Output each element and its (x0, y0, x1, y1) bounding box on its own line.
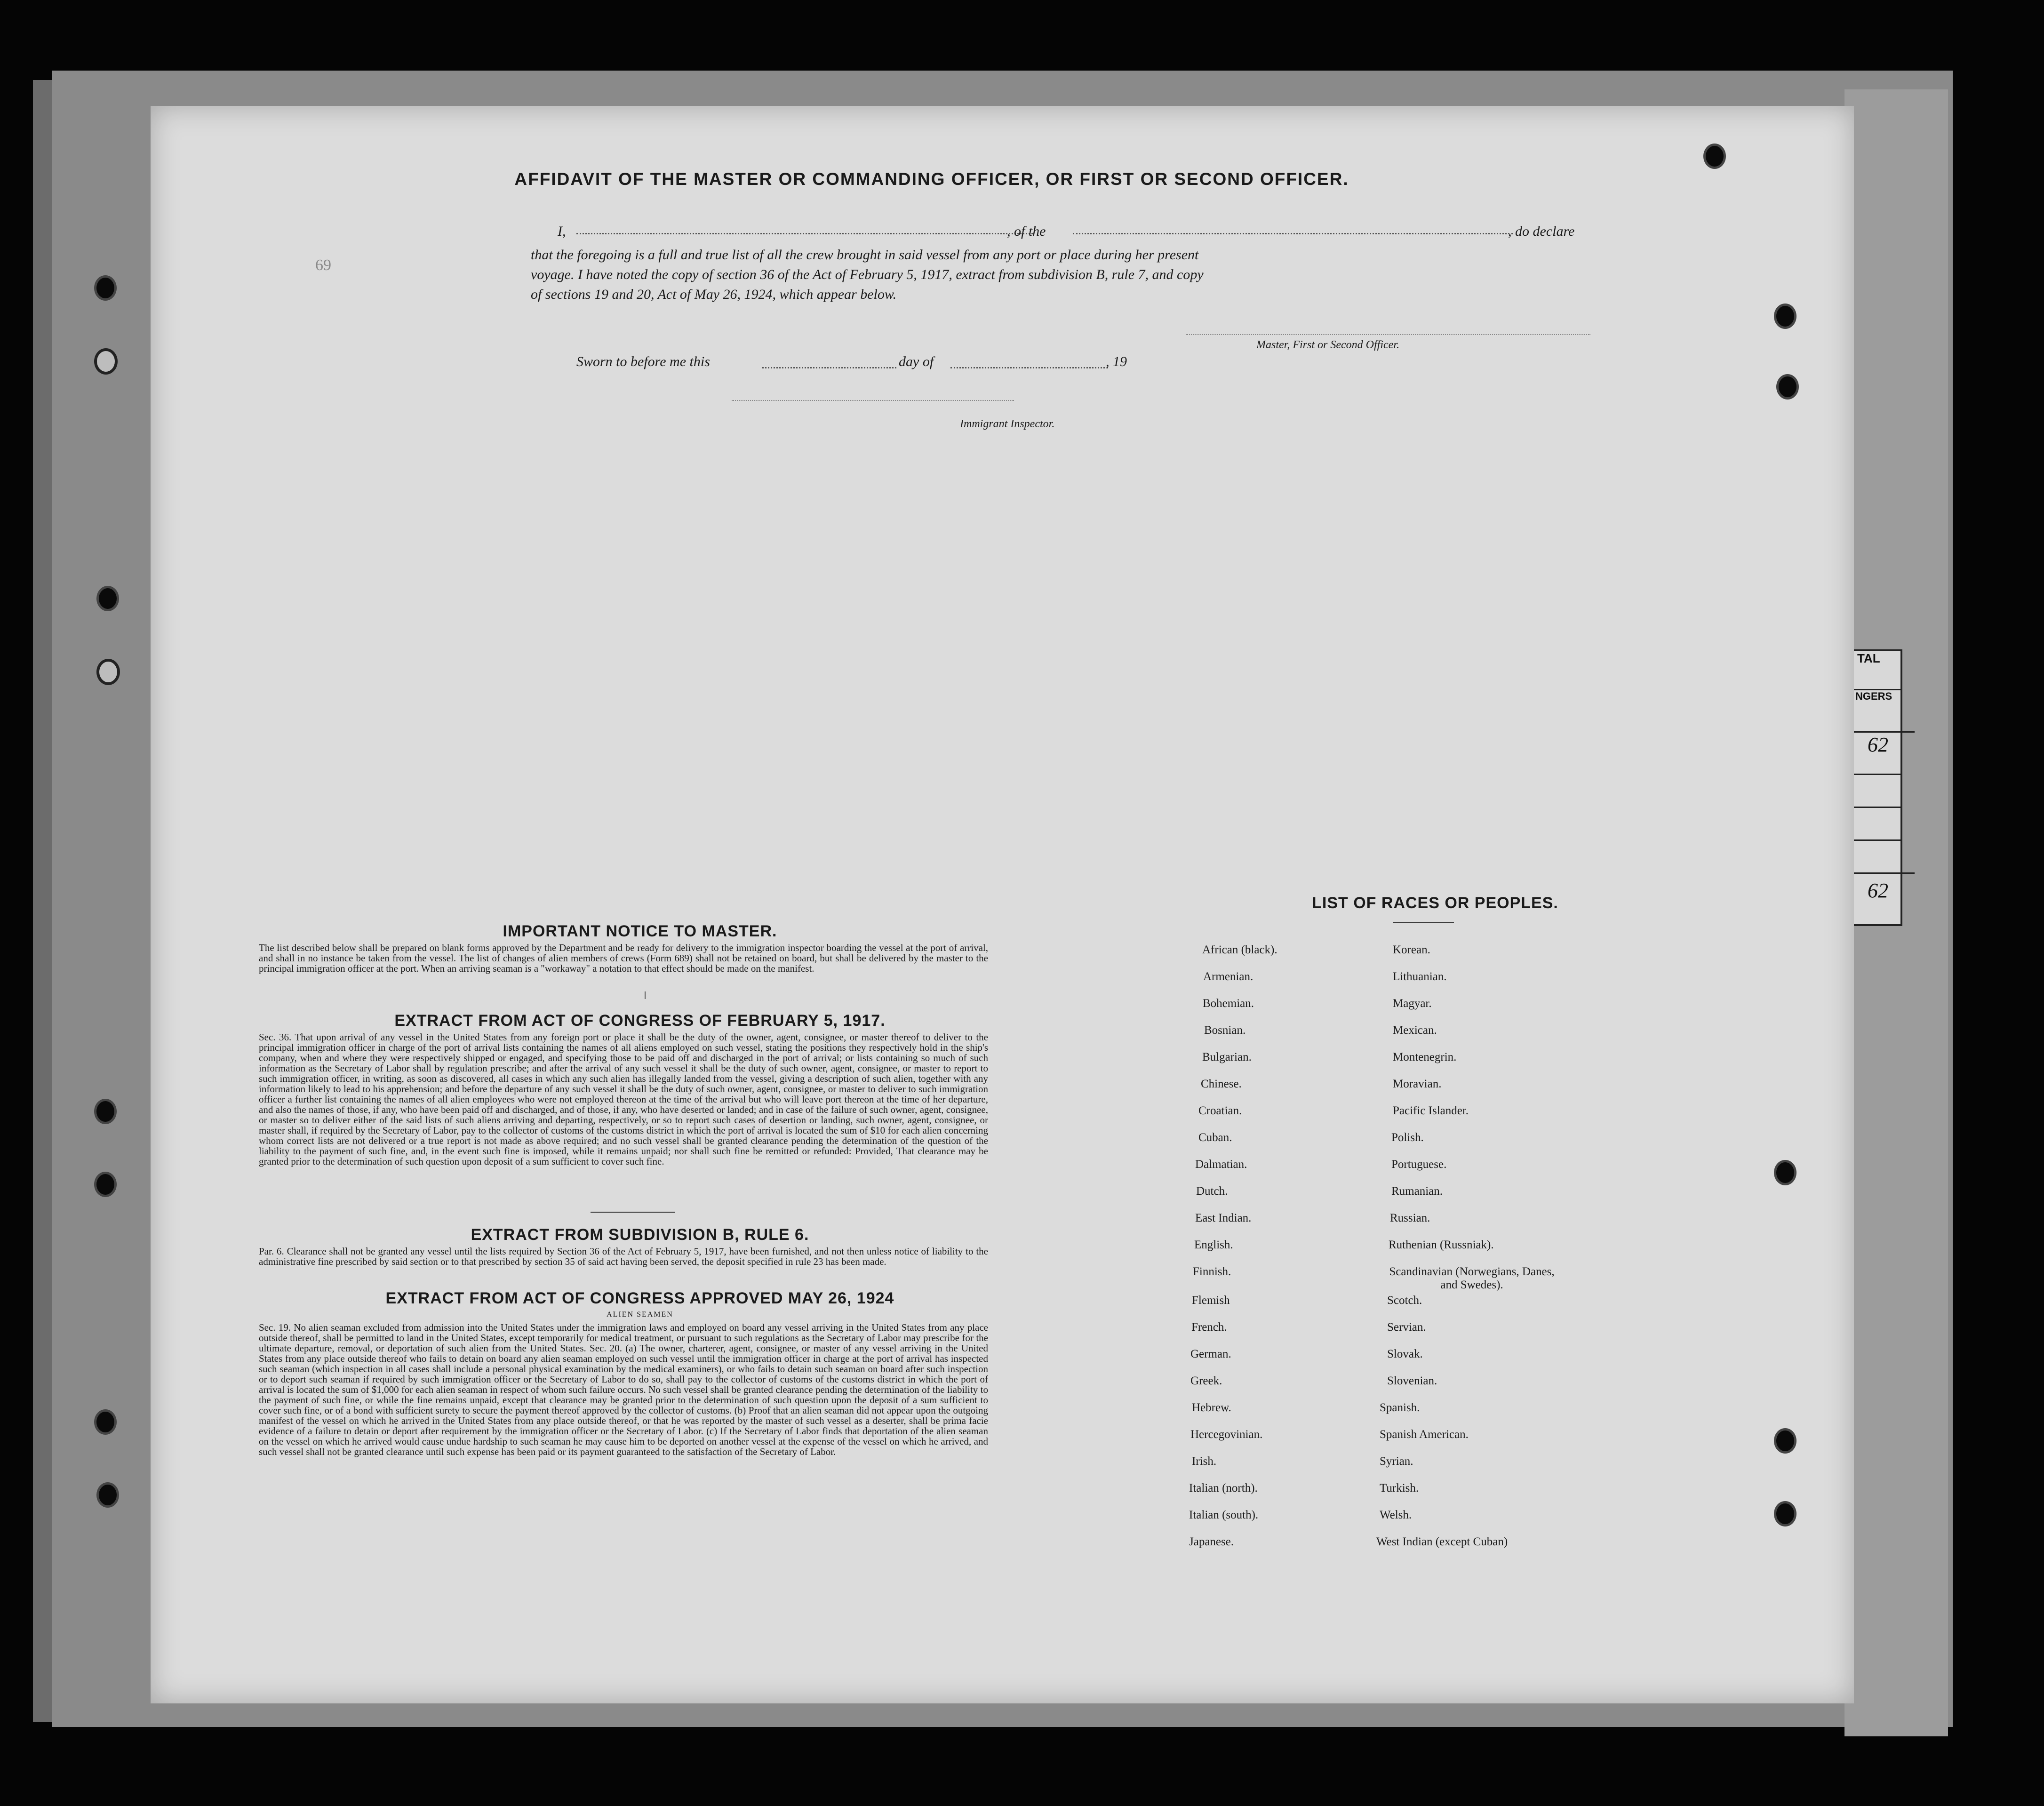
race-item-right: Portuguese. (1391, 1158, 1447, 1171)
race-item-left: Dutch. (1196, 1185, 1228, 1198)
race-item-right: Servian. (1387, 1321, 1426, 1334)
race-item-right: Mexican. (1393, 1024, 1437, 1037)
tab-row (1853, 774, 1900, 803)
race-item-left: Armenian. (1203, 970, 1254, 983)
binding-hole (1774, 1160, 1796, 1185)
race-item-left: French. (1191, 1321, 1227, 1334)
master-signature-label: Master, First or Second Officer. (1256, 339, 1399, 351)
binding-hole (1776, 374, 1799, 400)
binding-hole (94, 1172, 117, 1197)
notice-title: IMPORTANT NOTICE TO MASTER. (503, 922, 777, 940)
race-item-right: Korean. (1393, 943, 1430, 956)
binding-hole (94, 348, 118, 375)
race-item-right: Rumanian. (1391, 1185, 1443, 1198)
tab-value-2: 62 (1853, 872, 1915, 926)
extract-1924-subtitle: ALIEN SEAMEN (607, 1311, 673, 1319)
race-item-left: African (black). (1202, 943, 1278, 956)
race-item-left: Greek. (1190, 1374, 1222, 1387)
tab-header-1: TAL (1857, 651, 1880, 665)
race-item-left: Hebrew. (1192, 1401, 1231, 1414)
race-item-right: Slovenian. (1387, 1374, 1437, 1387)
binding-hole (96, 586, 119, 611)
affidavit-line-2: that the foregoing is a full and true list of all the crew brought in said vessel from any port or place during her present (531, 247, 1199, 263)
binding-hole (1774, 1428, 1796, 1454)
binding-hole (94, 1099, 117, 1124)
sworn-prefix-label: Sworn to before me this (576, 354, 710, 369)
binding-hole (1774, 1501, 1796, 1526)
race-item-left: Cuban. (1198, 1131, 1232, 1144)
sworn-day-label: day of (899, 354, 934, 369)
race-item-right: Polish. (1391, 1131, 1424, 1144)
race-item-right: Moravian. (1393, 1078, 1442, 1090)
tab-row (1853, 839, 1900, 869)
race-item-left: Dalmatian. (1195, 1158, 1247, 1171)
affidavit-title: AFFIDAVIT OF THE MASTER OR COMMANDING OFFICER, OR FIRST OR SECOND OFFICER. (514, 169, 1349, 189)
tab-value-1: 62 (1853, 731, 1915, 770)
binding-hole (1774, 304, 1796, 329)
race-item-right: Ruthenian (Russniak). (1389, 1239, 1494, 1251)
race-item-right: Scotch. (1387, 1294, 1422, 1307)
races-separator (1393, 922, 1454, 923)
race-item-left: Japanese. (1189, 1535, 1234, 1548)
affidavit-line-3: voyage. I have noted the copy of section 36 of the Act of February 5, 1917, extract from subdivision B, rule 7, and copy (531, 267, 1204, 282)
tab-row (1853, 807, 1900, 836)
name-fill-line[interactable] (576, 233, 1033, 234)
vessel-fill-line[interactable] (1073, 233, 1513, 234)
race-item-right: Scandinavian (Norwegians, Danes, and Swedes). (1389, 1265, 1555, 1291)
race-item-right: Russian. (1390, 1212, 1430, 1224)
race-item-left: East Indian. (1195, 1212, 1252, 1224)
binding-hole (94, 1409, 117, 1435)
affidavit-line-4: of sections 19 and 20, Act of May 26, 1924, which appear below. (531, 287, 897, 302)
race-item-left: Flemish (1192, 1294, 1230, 1307)
race-item-left: German. (1190, 1348, 1231, 1360)
race-item-right: Syrian. (1380, 1455, 1413, 1468)
notice-body: The list described below shall be prepared on blank forms approved by the Department and be ready for delivery to the immigration inspector boarding the vessel at the port of arrival, and shall in no instance be taken from the vessel. The list of changes of alien members of crews (Form 689) shall not be retained on board, but shall be delivered by the master to the principal immigration officer at the port. When an arriving seaman is a "workaway" a notation to that effect should be made on the manifest. (259, 942, 988, 974)
race-item-left: Italian (north). (1189, 1482, 1258, 1494)
separator-rule (591, 1212, 675, 1213)
affidavit-form-page (151, 106, 1854, 1703)
affidavit-of-the-label: , of the (1007, 224, 1046, 239)
extract-1917-title: EXTRACT FROM ACT OF CONGRESS OF FEBRUARY 5, 1917. (394, 1012, 886, 1030)
tab-header-2: NGERS (1853, 689, 1902, 719)
affidavit-declare-label: , do declare (1508, 224, 1575, 239)
race-item-left: Chinese. (1201, 1078, 1242, 1090)
race-item-left: Hercegovinian. (1190, 1428, 1263, 1441)
extract-1924-title: EXTRACT FROM ACT OF CONGRESS APPROVED MAY 26, 1924 (385, 1289, 894, 1307)
sworn-month-fill-line[interactable] (950, 367, 1108, 368)
race-item-right: Turkish. (1380, 1482, 1419, 1494)
extract-1917-body: Sec. 36. That upon arrival of any vessel in the United States from any foreign port or place it shall be the duty of the owner, agent, consignee, or master thereof to deliver to the principal immigration officer in charge of the port of arrival lists containing the names of all aliens employed on such vessel, stating the positions they respectively hold in the ship's company, when and where they were respectively shipped or engaged, and specifying those to be paid off and discharged in the port of arrival; or lists containing so much of such information as the Secretary of Labor shall by regulation prescribe; and after the arrival of any such vessel it shall be the duty of such owner, agent, consignee, or master to report to such immigration officer, in writing, as soon as discovered, all cases in which any such alien has illegally landed from the vessel, giving a description of such alien, together with any information likely to lead to his apprehension; and before the departure of any such vessel it shall be the duty of such owner, agent, consignee, or master to deliver to such immigration officer a further list containing the names of all alien employees who were not employed thereon at the time of the arrival but who will leave port thereon at the time of her departure, and also the names of those, if any, who have been paid off and discharged, and of those, if any, who have deserted or landed; and in case of the failure of such owner, agent, consignee, or master so to deliver either of the said lists of such aliens arriving and departing, respectively, or so to report such cases of desertion or landing, such owner, agent, consignee, or master shall, if required by the Secretary of Labor, pay to the collector of customs of the customs district in which the port of arrival is located the sum of $10 for each alien concerning whom correct lists are not delivered or a true report is not made as above required; and no such vessel shall be granted clearance pending the determination of the question of the liability to the payment of such fine, and, in the event such fine is imposed, while it remains unpaid; nor shall such fine be remitted or refunded: Provided, That clearance may be granted prior to the determination of such question upon deposit of a sum sufficient to cover such fine. (259, 1031, 988, 1167)
pencil-number: 69 (315, 256, 331, 274)
race-item-right: Spanish American. (1380, 1428, 1469, 1441)
race-item-left: Bulgarian. (1202, 1051, 1252, 1063)
extract-rule6-body: Par. 6. Clearance shall not be granted any vessel until the lists required by Section 36 of the Act of February 5, 1917, have been furnished, and not then unless notice of liability to the administrative fine prescribed by said section or to that prescribed by section 35 of said act having been served, the deposit specified in rule 23 has been made. (259, 1246, 988, 1267)
extract-rule6-title: EXTRACT FROM SUBDIVISION B, RULE 6. (471, 1226, 809, 1244)
race-item-right: Slovak. (1387, 1348, 1423, 1360)
passenger-total-tab (1852, 649, 1902, 926)
affidavit-i-label: I, (558, 224, 566, 239)
sworn-day-fill-line[interactable] (762, 367, 896, 368)
race-item-left: English. (1194, 1239, 1233, 1251)
race-item-left: Irish. (1192, 1455, 1217, 1468)
inspector-signature-line[interactable] (732, 400, 1014, 401)
race-item-right: Montenegrin. (1393, 1051, 1457, 1063)
extract-1924-body: Sec. 19. No alien seaman excluded from admission into the United States under the immigration laws and employed on board any vessel arriving in the United States from any place outside thereof, shall be permitted to land in the United States, except temporarily for medical treatment, or pursuant to such regulations as the Secretary of Labor may prescribe for the ultimate departure, removal, or deportation of such alien from the United States. Sec. 20. (a) The owner, charterer, agent, consignee, or master of any vessel arriving in the United States from any place outside thereof who fails to detain on board any alien seaman employed on such vessel until the immigration officer in charge at the port of arrival has inspected such seaman (which inspection in all cases shall include a personal physical examination by the medical examiners), or who fails to detain such seaman on board after such inspection or to deport such seaman if required by such immigration officer or the Secretary of Labor to do so, shall pay to the collector of customs of the customs district in which the port of arrival is located the sum of $1,000 for each alien seaman in respect of whom such failure occurs. No such vessel shall be granted clearance pending the determination of the liability to the payment of such fine, or while the fine remains unpaid, except that clearance may be granted prior to the determination of such question upon the deposit of a sum sufficient to cover such fine, or of a bond with sufficient surety to secure the payment thereof approved by the collector of customs. (b) Proof that an alien seaman did not appear upon the outgoing manifest of the vessel on which he arrived in the United States from any place outside thereof, or that he was reported by the master of such vessel as a deserter, shall be prima facie evidence of a failure to detain or deport after requirement by the immigration officer or the Secretary of Labor. (c) If the Secretary of Labor finds that deportation of the alien seaman on the vessel on which he arrived would cause undue hardship to such seaman he may cause him to be deported on another vessel at the expense of the vessel on which he arrived, and such vessel shall not be granted clearance until such expense has been paid or its payment guaranteed to the satisfaction of the Secretary of Labor. (259, 1322, 988, 1457)
race-item-left: Bosnian. (1204, 1024, 1246, 1037)
races-title: LIST OF RACES OR PEOPLES. (1312, 894, 1558, 912)
race-item-right: West Indian (except Cuban) (1376, 1535, 1508, 1548)
binding-hole (94, 275, 117, 301)
race-item-left: Italian (south). (1189, 1509, 1259, 1521)
binding-hole (96, 1482, 119, 1508)
race-item-right: Magyar. (1393, 997, 1432, 1010)
race-item-right: Spanish. (1380, 1401, 1420, 1414)
sworn-year-label: , 19 (1106, 354, 1127, 369)
separator-dot (645, 991, 646, 999)
master-signature-line[interactable] (1186, 334, 1590, 335)
race-item-right: Lithuanian. (1393, 970, 1447, 983)
race-item-left: Croatian. (1198, 1104, 1242, 1117)
binding-hole (96, 659, 120, 685)
race-item-left: Bohemian. (1203, 997, 1254, 1010)
race-item-right: Welsh. (1380, 1509, 1412, 1521)
race-item-left: Finnish. (1193, 1265, 1231, 1278)
race-item-right: Pacific Islander. (1393, 1104, 1469, 1117)
inspector-label: Immigrant Inspector. (960, 418, 1055, 430)
binding-hole (1703, 144, 1726, 169)
